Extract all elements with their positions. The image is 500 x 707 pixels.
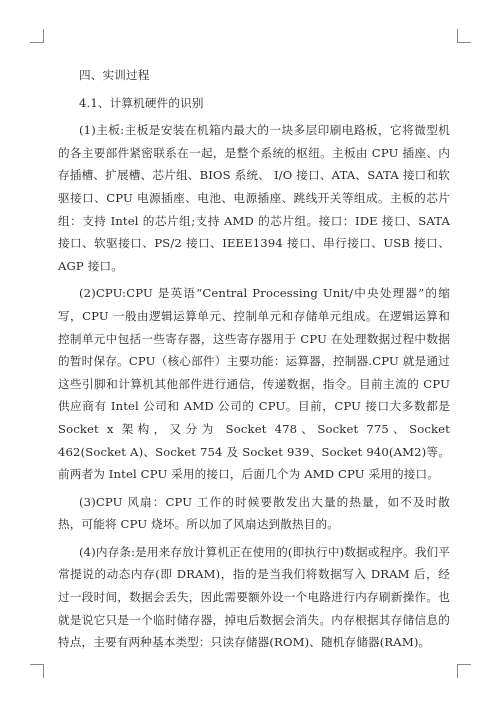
paragraph-cpu: (2)CPU:CPU 是英语“Central Processing Unit/中央处理器”的缩写，CPU 一般由逻辑运算单元、控制单元和存储单元组成。在逻辑运算和控制单元中包括一些寄存器，这些寄存器用于 CPU 在处理数据过程中数据的暂时保存。CPU（核心部件）主要功能：运算器，控制器.CPU 就是通过这些引脚和计算机其他部件进行通信，传递数据，指令。目前主流的 CPU 供应商有 Intel 公司和 AMD 公司的 CPU。目前，CPU 接口大多数都是 Socket x 架构，又分为 Socket 478、Socket 775、Socket 462(Socket A)、Socket 754 及 Socket 939、Socket 940(AM2)等。前两者为 Intel CPU 采用的接口，后面几个为 AMD CPU 采用的接口。 <box>58 286 450 482</box>
crop-mark-top-right-h <box>457 42 471 43</box>
crop-mark-bottom-right-v <box>457 664 458 678</box>
crop-mark-top-left-v <box>43 29 44 43</box>
paragraph-cpu-fan: (3)CPU 风扇：CPU 工作的时候要散发出大量的热量，如不及时散热，可能将 CPU 烧坏。所以加了风扇达到散热目的。 <box>58 494 450 532</box>
crop-mark-top-left-h <box>30 42 44 43</box>
subsection-heading: 4.1、计算机硬件的识别 <box>79 95 204 110</box>
crop-mark-top-right-v <box>457 29 458 43</box>
section-heading: 四、实训过程 <box>79 68 150 82</box>
paragraph-motherboard: (1)主板:主板是安装在机箱内最大的一块多层印刷电路板，它将微型机的各主要部件紧密联系在一起，是整个系统的枢纽。主板由 CPU 插座、内存插槽、扩展槽、芯片组、BIOS 系统、 I/O 接口、ATA、SATA 接口和软驱接口、CPU 电源插座、电池、电源插座、跳线开关等组成。主板的芯片组：支持 Intel 的芯片组;支持 AMD 的芯片组。接口：IDE 接口、SATA 接口、软驱接口、PS/2 接口、IEEE1394 接口、串行接口、USB 接口、AGP 接口。 <box>58 123 450 273</box>
crop-mark-bottom-right-h <box>457 664 471 665</box>
crop-mark-bottom-left-h <box>30 664 44 665</box>
document-body <box>58 64 450 659</box>
paragraph-memory: (4)内存条:是用来存放计算机正在使用的(即执行中)数据或程序。我们平常提说的动态内存(即 DRAM)，指的是当我们将数据写入 DRAM 后，经过一段时间，数据会丢失，因此需要额外设一个电路进行内存刷新操作。也就是说它只是一个临时储存器，掉电后数据会消失。内存根据其存储信息的特点，主要有两种基本类型：只读存储器(ROM)、随机存储器(RAM)。 <box>58 544 450 650</box>
crop-mark-bottom-left-v <box>43 664 44 678</box>
